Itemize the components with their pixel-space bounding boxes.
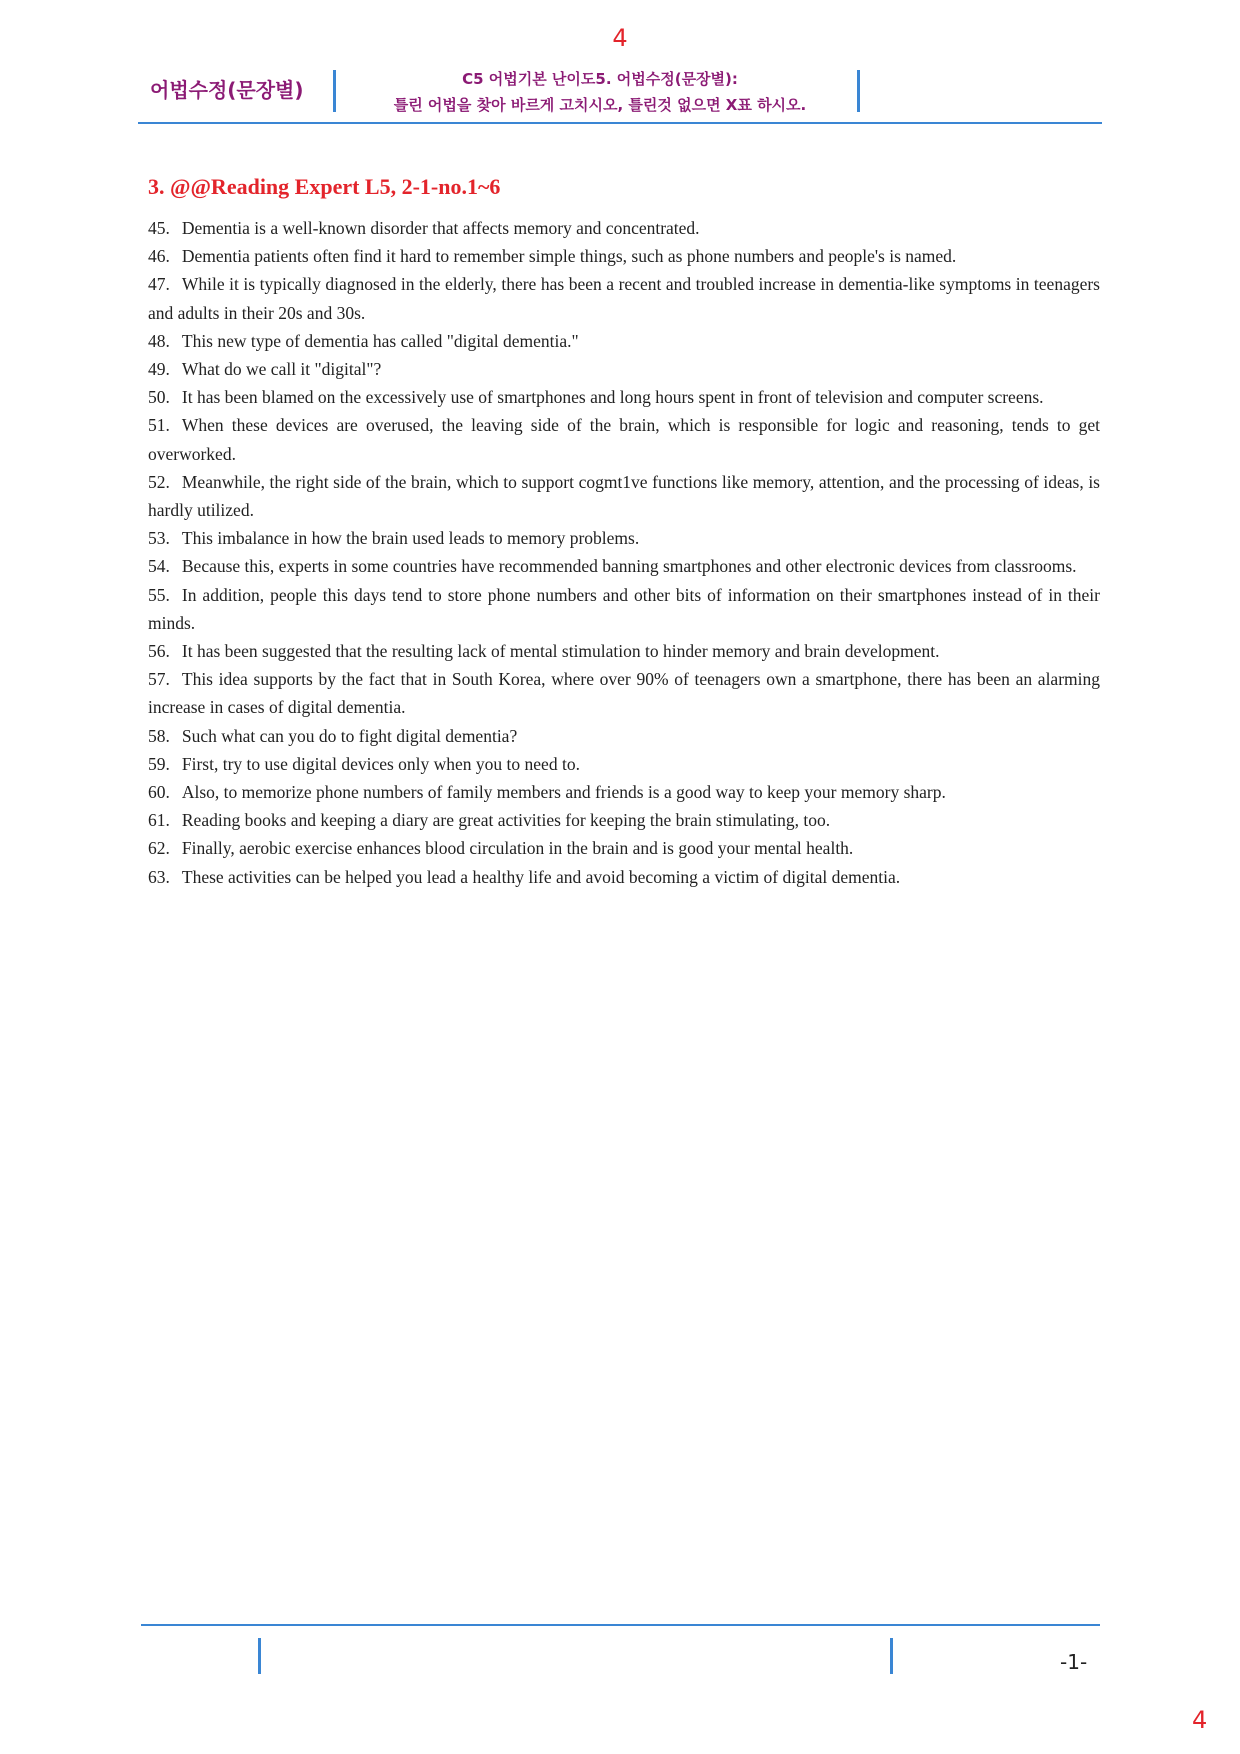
sentence-number: 55. [148, 584, 170, 605]
sentence-number: 46. [148, 246, 170, 267]
sentence-item [148, 327, 1100, 355]
sentence-number: 50. [148, 387, 170, 408]
sentence-item [148, 665, 1100, 721]
header-title: 어법수정(문장별) [150, 78, 304, 102]
sentence-number: 57. [148, 669, 170, 690]
sentence-text: Meanwhile, the right side of the brain, which to support cogmt1ve functions like memory, attention, and the processing of ideas, is hardly utilized. [148, 471, 1100, 521]
footer-divider-left [258, 1638, 261, 1674]
sentence-item [148, 637, 1100, 665]
sentence-item [148, 581, 1100, 637]
sentence-text: This imbalance in how the brain used leads to memory problems. [181, 528, 640, 549]
sentence-item [148, 270, 1100, 326]
sentence-number: 53. [148, 528, 170, 549]
header-rule [138, 122, 1102, 124]
sentence-list [148, 214, 1100, 891]
sentence-text: These activities can be helped you lead a healthy life and avoid becoming a victim of digital dementia. [181, 866, 901, 887]
sentence-text: This idea supports by the fact that in South Korea, where over 90% of teenagers own a smartphone, there has been an alarming increase in cases of digital dementia. [148, 669, 1100, 718]
sentence-item [148, 778, 1100, 806]
sentence-number: 47. [148, 274, 170, 295]
sentence-text: While it is typically diagnosed in the elderly, there has been a recent and troubled increase in dementia-like symptoms in teenagers and adults in their 20s and 30s. [148, 274, 1100, 323]
sentence-number: 59. [148, 753, 170, 774]
page-marker-top: 4 [612, 24, 628, 52]
sentence-item [148, 468, 1100, 524]
sentence-text: First, try to use digital devices only when you to need to. [181, 753, 580, 774]
sentence-text: This new type of dementia has called "digital dementia." [181, 330, 579, 351]
sentence-text: It has been blamed on the excessively use of smartphones and long hours spent in front of television and computer screens. [181, 387, 1044, 408]
sentence-item [148, 411, 1100, 467]
sentence-text: Dementia patients often find it hard to remember simple things, such as phone numbers and people's is named. [181, 246, 957, 267]
sentence-number: 60. [148, 782, 170, 803]
sentence-item [148, 383, 1100, 411]
sentence-item [148, 242, 1100, 270]
header-divider-left [333, 70, 336, 112]
sentence-text: Such what can you do to fight digital dementia? [181, 725, 518, 746]
footer-page-number: -1- [1060, 1650, 1088, 1674]
sentence-text: It has been suggested that the resulting lack of mental stimulation to hinder memory and brain development. [181, 641, 940, 662]
sentence-number: 63. [148, 866, 170, 887]
sentence-number: 54. [148, 556, 170, 577]
sentence-text: Reading books and keeping a diary are great activities for keeping the brain stimulating, too. [181, 810, 831, 831]
sentence-item [148, 750, 1100, 778]
sentence-item [148, 806, 1100, 834]
sentence-text: Finally, aerobic exercise enhances blood circulation in the brain and is good your mental health. [181, 838, 854, 859]
footer-divider-right [890, 1638, 893, 1674]
sentence-text: In addition, people this days tend to store phone numbers and other bits of information on their smartphones instead of in their minds. [148, 584, 1100, 633]
sentence-number: 58. [148, 725, 170, 746]
sentence-number: 48. [148, 330, 170, 351]
sentence-number: 49. [148, 359, 170, 380]
sentence-text: Also, to memorize phone numbers of family members and friends is a good way to keep your memory sharp. [181, 782, 946, 803]
sentence-text: Because this, experts in some countries have recommended banning smartphones and other electronic devices from classrooms. [181, 556, 1077, 577]
sentence-number: 56. [148, 641, 170, 662]
sentence-text: Dementia is a well-known disorder that affects memory and concentrated. [181, 218, 700, 238]
sentence-text: When these devices are overused, the leaving side of the brain, which is responsible for logic and reasoning, tends to get overworked. [148, 415, 1100, 464]
sentence-item [148, 214, 1100, 242]
header-instructions-line1: C5 어법기본 난이도5. 어법수정(문장별): [462, 70, 738, 88]
sentence-number: 45. [148, 218, 170, 238]
header-instructions [340, 66, 860, 118]
sentence-item [148, 355, 1100, 383]
sentence-item [148, 552, 1100, 580]
header-divider-right [857, 70, 860, 112]
sentence-item [148, 722, 1100, 750]
header-instructions-line2: 틀린 어법을 찾아 바르게 고치시오, 틀린것 없으면 X표 하시오. [393, 96, 807, 114]
sentence-item [148, 524, 1100, 552]
sentence-text: What do we call it "digital"? [181, 359, 382, 380]
sentence-number: 51. [148, 415, 170, 436]
sentence-number: 61. [148, 810, 170, 831]
section-title: 3. @@Reading Expert L5, 2-1-no.1~6 [148, 174, 501, 199]
sentence-item [148, 834, 1100, 862]
footer-rule [141, 1624, 1100, 1626]
sentence-number: 52. [148, 471, 170, 492]
sentence-number: 62. [148, 838, 170, 859]
sentence-item [148, 863, 1100, 891]
page-marker-bottom: 4 [1192, 1706, 1208, 1734]
